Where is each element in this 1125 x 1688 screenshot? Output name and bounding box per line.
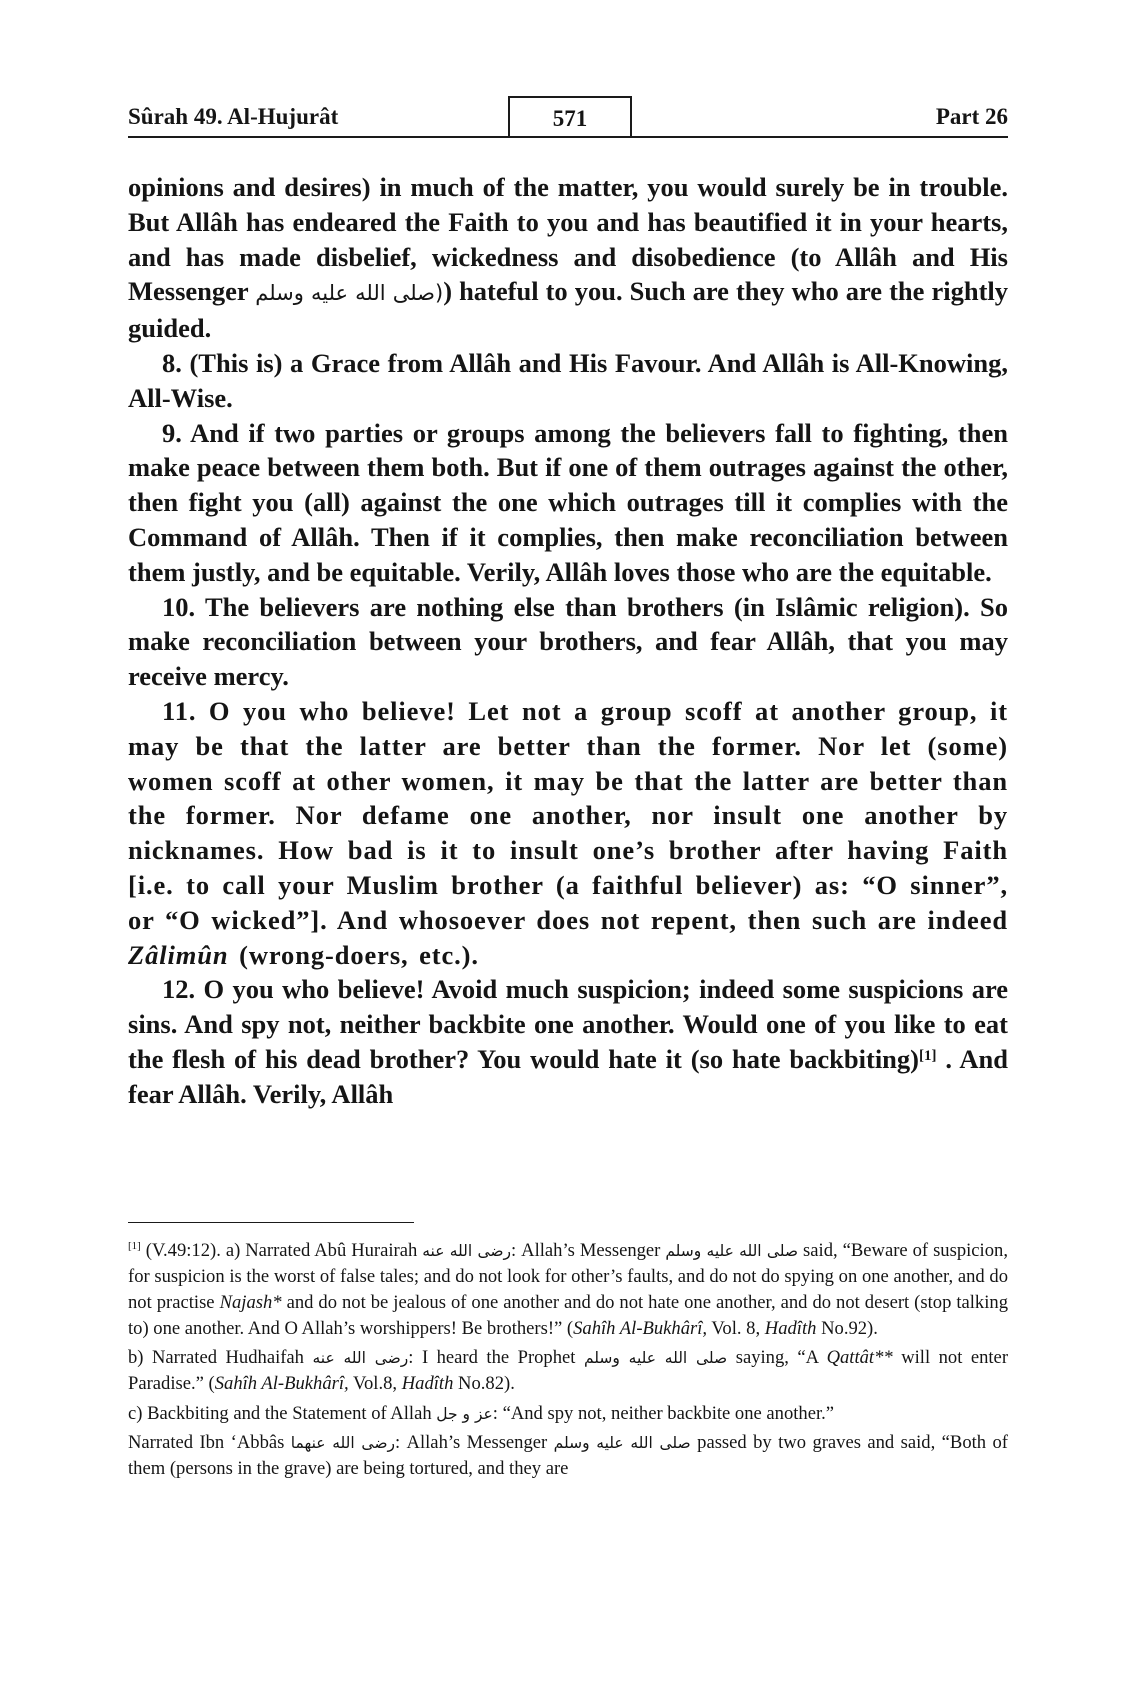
italic-term: Zâlimûn [128, 939, 229, 970]
verse-11: 11. O you who believe! Let not a group scoff at another group, it may be that the latter are better than the former. Nor let (some) women scoff at other women, it may be that the latter are better than the former. Nor defame one another, nor insult one another by nicknames. How bad is it to insult one’s brother after having Faith [i.e. to call your Muslim brother (a faithful believer) as: “O sinner”, or “O wicked”]. And whosoever does not repent, then such are indeed Zâlimûn (wrong-doers, etc.). [128, 695, 1008, 970]
salutation-arabic: (صلى الله عليه وسلم [255, 281, 444, 306]
verse-12: 12. O you who believe! Avoid much suspicion; indeed some suspicions are sins. And spy not, neither backbite one another. Would one of you like to eat the flesh of his dead brother? You would hate it (so hate backbiting)[1] . And fear Allâh. Verily, Allâh [128, 974, 1009, 1109]
footnote-d: Narrated Ibn ‘Abbâs رضى الله عنهما: Allah’s Messenger صلى الله عليه وسلم passed by two graves and said, “Both of them (persons in the grave) are being tortured, and they are [128, 1431, 1008, 1479]
footnote-divider [128, 1222, 414, 1223]
page-number: 571 [508, 96, 632, 136]
surah-title: Sûrah 49. Al-Hujurât [128, 104, 339, 129]
verse-10: 10. The believers are nothing else than brothers (in Islâmic religion). So make reconciliation between your brothers, and fear Allâh, that you may receive mercy. [128, 591, 1008, 692]
main-text [128, 170, 1008, 1112]
verse-8: 8. (This is) a Grace from Allâh and His Favour. And Allâh is All-Knowing, All-Wise. [128, 347, 1008, 413]
verse-9: 9. And if two parties or groups among the believers fall to fighting, then make peace between them both. But if one of them outrages against the other, then fight you (all) against the one which outrages till it complies with the Command of Allâh. Then if it complies, then make reconciliation between them justly, and be equitable. Verily, Allâh loves those who are the equitable. [128, 417, 1008, 587]
footnote-b: b) Narrated Hudhaifah رضى الله عنه: I heard the Prophet صلى الله عليه وسلم saying, “A Qattât** will not enter Paradise.” (Sahîh Al-Bukhârî, Vol.8, Hadîth No.82). [128, 1347, 1009, 1395]
footnote-c: c) Backbiting and the Statement of Allah عز و جل: “And spy not, neither backbite one another.” [128, 1402, 835, 1424]
footnotes [128, 1238, 1008, 1485]
part-label: Part 26 [935, 104, 1008, 129]
verse-continuation: opinions and desires) in much of the matter, you would surely be in trouble. But Allâh has endeared the Faith to you and has beautified it in your hearts, and has made disbelief, wickedness and disobedience (to Allâh and His Messenger (صلى الله عليه وسلم) hateful to you. Such are they who are the rightly guided. [128, 172, 1009, 344]
footnote-a: [1] (V.49:12). a) Narrated Abû Hurairah رضى الله عنه: Allah’s Messenger صلى الله عليه وسلم said, “Beware of suspicion, for suspicion is the worst of false tales; and do not look for other’s faults, and do not do spying on one another, and do not practise Najash* and do not be jealous of one another and do not hate one another, and do not desert (stop talking to) one another. And O Allah’s worshippers! Be brothers!” (Sahîh Al-Bukhârî, Vol. 8, Hadîth No.92). [128, 1240, 1008, 1340]
page-header [128, 98, 1008, 138]
footnote-marker: [1] [919, 1047, 937, 1064]
